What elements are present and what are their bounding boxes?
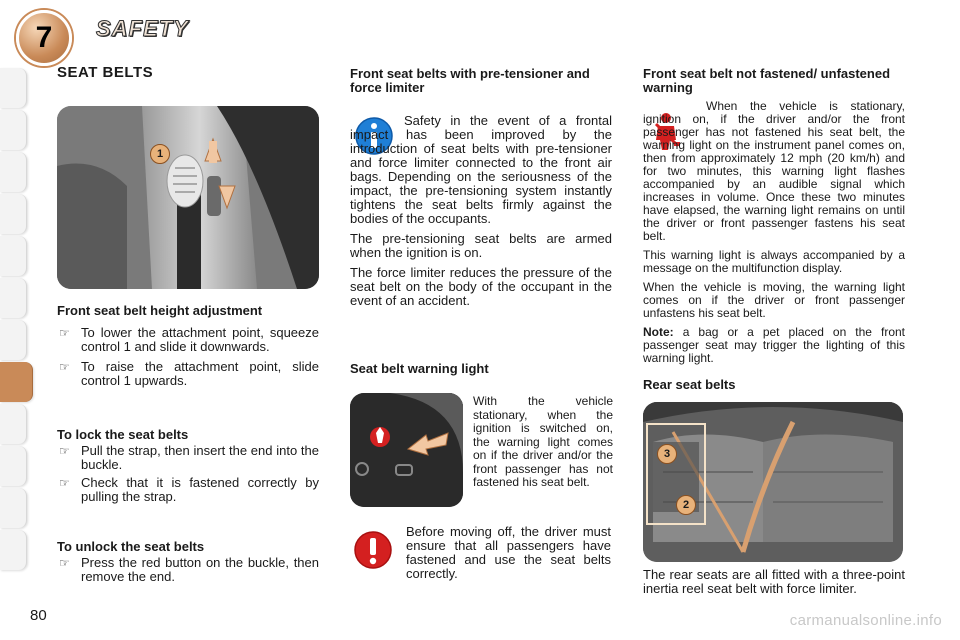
unlock-title: To unlock the seat belts — [57, 539, 205, 554]
caution-block — [406, 525, 611, 587]
page-number: 80 — [30, 607, 47, 624]
chapter-tab[interactable] — [0, 488, 27, 528]
not-fastened-p1: When the vehicle is stationary, ignition on, if the driver and/or the front passenger has not fastened his seat belt, the warning light on the instrument panel comes on, then from approximately 12 mph (20 km/h) and for two minutes, this warning light flashes accompanied by an audible signal which increases in volume. Once these two minutes have elapsed, the warning light remains on until the driver or front passenger fastens his seat belt. — [643, 99, 905, 243]
pretensioner-p1: Safety in the event of a frontal impact has been improved by the introduction of seat belts with pre-tensioner and force limiter connected to the front air bags. Depending on the seriousness of the impact, the pre-tensioning system instantly tightens the seat belts firmly against the bodies of the occupants. — [350, 113, 612, 226]
rear-seat-photo — [643, 402, 903, 562]
callout-1: 1 — [150, 144, 170, 164]
section-title: SEAT BELTS — [57, 64, 154, 81]
not-fastened-title: Front seat belt not fastened/ unfastened warning — [643, 66, 891, 95]
caution-text: Before moving off, the driver must ensure that all passengers have fastened and use the seat belts correctly. — [406, 524, 611, 581]
pretensioner-block — [350, 67, 612, 95]
warning-light-text: With the vehicle stationary, when the ignition is switched on, the warning light comes on if the driver and/or the front passenger has not fastened his seat belt. — [473, 394, 613, 489]
unlock-bullet-1: ☞ Press the red button on the buckle, then remove the end. — [57, 556, 319, 584]
not-fastened-p2: This warning light is always accompanied by a message on the multifunction display. — [643, 248, 905, 275]
not-fastened-p3: When the vehicle is moving, the warning light comes on if the driver or front passenger unfastens his seat belt. — [643, 280, 905, 320]
height-adjustment-block — [57, 304, 319, 388]
lock-block — [57, 428, 319, 504]
chapter-tab[interactable] — [0, 152, 27, 192]
chapter-tab[interactable] — [0, 530, 27, 570]
unlock-block — [57, 540, 319, 584]
chapter-tab[interactable] — [0, 278, 27, 318]
pretensioner-p3: The force limiter reduces the pressure of the seat belt on the body of the occupant in the event of an accident. — [350, 265, 612, 308]
note-label: Note: — [643, 325, 674, 339]
rear-title-block — [643, 378, 905, 392]
chapter-tab[interactable] — [0, 110, 27, 150]
warning-light-title-block — [350, 362, 612, 376]
watermark: carmanualsonline.info — [789, 612, 942, 629]
pretensioner-title: Front seat belts with pre-tensioner and force limiter — [350, 66, 590, 95]
column-left — [57, 66, 319, 80]
chapter-tab-active[interactable] — [0, 362, 33, 402]
warning-light-text-block — [473, 395, 613, 496]
dashboard-warning-photo — [350, 393, 463, 507]
chapter-tab[interactable] — [0, 446, 27, 486]
warning-light-title: Seat belt warning light — [350, 361, 489, 376]
chapter-tab[interactable] — [0, 68, 27, 108]
callout-2: 2 — [676, 495, 696, 515]
exclamation-icon — [353, 530, 393, 575]
chapter-number-badge: 7 — [16, 10, 72, 66]
chapter-tab[interactable] — [0, 194, 27, 234]
note-text: a bag or a pet placed on the front passenger seat may trigger the lighting of this warning light. — [643, 325, 905, 365]
height-adjustment-title: Front seat belt height adjustment — [57, 303, 263, 318]
pretensioner-p2: The pre-tensioning seat belts are armed when the ignition is on. — [350, 231, 612, 260]
chapter-title: SAFETY — [96, 16, 189, 41]
rear-text: The rear seats are all fitted with a three-point inertia reel seat belt with force limiter. — [643, 567, 905, 596]
rear-title: Rear seat belts — [643, 377, 736, 392]
not-fastened-title-block — [643, 67, 905, 95]
pretensioner-text — [350, 114, 612, 314]
lock-bullet-2: ☞ Check that it is fastened correctly by pulling the strap. — [57, 476, 319, 504]
height-bullet-1: ☞ To lower the attachment point, squeeze control 1 and slide it downwards. — [57, 326, 319, 354]
lock-bullet-1: ☞ Pull the strap, then insert the end into the buckle. — [57, 444, 319, 472]
callout-3: 3 — [657, 444, 677, 464]
height-bullet-2: ☞ To raise the attachment point, slide control 1 upwards. — [57, 360, 319, 388]
chapter-tab[interactable] — [0, 404, 27, 444]
seatbelt-height-photo — [57, 106, 319, 289]
rear-text-block — [643, 568, 905, 602]
not-fastened-text — [643, 100, 905, 371]
chapter-tab[interactable] — [0, 236, 27, 276]
note-paragraph — [643, 326, 905, 365]
lock-title: To lock the seat belts — [57, 427, 189, 442]
chapter-tabs — [0, 68, 36, 572]
chapter-tab[interactable] — [0, 320, 27, 360]
